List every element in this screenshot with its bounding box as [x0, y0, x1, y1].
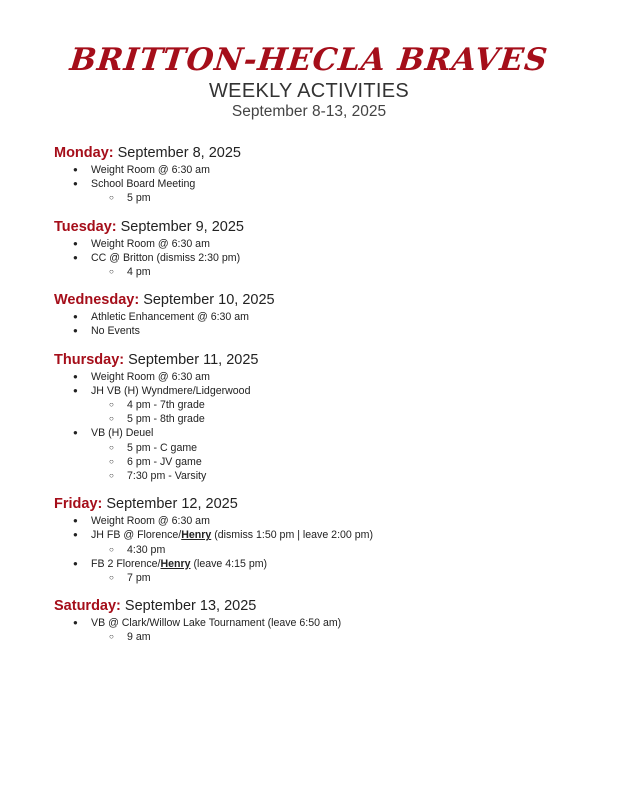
event-item [54, 237, 594, 251]
event-text: CC @ Britton (dismiss 2:30 pm) [91, 251, 241, 264]
date-range: September 8-13, 2025 [231, 103, 387, 120]
event-text: Weight Room @ 6:30 am [91, 370, 210, 383]
event-item [54, 251, 594, 279]
event-text: VB (H) Deuel [91, 427, 154, 440]
event-list [54, 310, 594, 338]
event-time: ○ 5 pm [91, 191, 594, 205]
event-list [54, 514, 594, 585]
event-item [54, 384, 594, 427]
event-time: ○ 5 pm - 8th grade [91, 412, 594, 426]
document-title: WEEKLY ACTIVITIES [209, 80, 409, 102]
event-text: JH VB (H) Wyndmere/Lidgerwood [91, 384, 251, 397]
day-date: September 9, 2025 [120, 218, 244, 235]
day-section [54, 144, 594, 206]
event-time-list [91, 571, 594, 585]
event-time: ○ 5 pm - C game [91, 441, 594, 455]
event-item [54, 324, 594, 338]
event-text: No Events [91, 325, 140, 338]
event-text-emphasis: Henry [181, 529, 212, 542]
day-name: Saturday: [54, 598, 121, 615]
event-text-emphasis: Henry [160, 557, 191, 570]
event-time: ○ 7:30 pm - Varsity [91, 469, 594, 483]
event-time-list [91, 398, 594, 426]
event-text-pre: JH FB @ Florence/ [91, 529, 182, 542]
day-heading [54, 291, 594, 310]
event-time: ○ 6 pm - JV game [91, 455, 594, 469]
event-list [54, 237, 594, 280]
event-text: School Board Meeting [91, 178, 196, 191]
event-time-list [91, 630, 594, 644]
event-time: ○ 4 pm [91, 265, 594, 279]
event-item [54, 310, 594, 324]
day-heading [54, 351, 594, 370]
event-time-list [91, 265, 594, 279]
day-heading [54, 218, 594, 237]
event-time: ○ 7 pm [91, 571, 594, 585]
event-text: Weight Room @ 6:30 am [91, 515, 210, 528]
day-heading [54, 495, 594, 514]
event-text-pre: FB 2 Florence/ [91, 557, 161, 570]
day-section [54, 218, 594, 280]
event-text: VB @ Clark/Willow Lake Tournament (leave 6:50 am) [91, 617, 342, 630]
day-section [54, 495, 594, 585]
schedule [54, 144, 594, 657]
event-item [54, 514, 594, 528]
day-date: September 11, 2025 [128, 351, 259, 368]
event-text: Weight Room @ 6:30 am [91, 164, 210, 176]
day-name: Monday: [54, 145, 114, 161]
day-name: Tuesday: [54, 218, 117, 235]
day-date: September 13, 2025 [124, 598, 257, 615]
day-date: September 12, 2025 [106, 496, 238, 513]
event-item [54, 426, 594, 483]
document-header [0, 40, 618, 122]
day-section [54, 291, 594, 338]
event-text-post: (leave 4:15 pm) [190, 557, 268, 570]
event-text: Weight Room @ 6:30 am [91, 237, 210, 250]
day-date: September 10, 2025 [143, 292, 275, 309]
event-list [54, 163, 594, 206]
event-item [54, 177, 594, 205]
day-section [54, 351, 594, 484]
event-item [54, 370, 594, 384]
team-name: BRITTON-HECLA BRAVES [68, 42, 550, 78]
event-item [54, 616, 594, 644]
event-time-list [91, 441, 594, 484]
event-list [54, 616, 594, 644]
day-section [54, 597, 594, 644]
day-heading [54, 144, 594, 163]
event-item [54, 528, 594, 556]
day-name: Friday: [54, 496, 103, 513]
event-time-list [91, 543, 594, 557]
event-time: ○ 9 am [91, 630, 594, 644]
day-name: Wednesday: [54, 292, 140, 309]
event-list [54, 370, 594, 484]
day-name: Thursday: [54, 351, 125, 368]
event-text-post: (dismiss 1:50 pm | leave 2:00 pm) [211, 529, 373, 542]
event-item [54, 163, 594, 177]
event-time: ○ 4 pm - 7th grade [91, 398, 594, 412]
event-item [54, 557, 594, 585]
day-heading [54, 597, 594, 616]
event-text: Athletic Enhancement @ 6:30 am [91, 311, 249, 324]
event-time-list [91, 191, 594, 205]
event-time: ○ 4:30 pm [91, 543, 594, 557]
day-date: September 8, 2025 [117, 145, 241, 161]
